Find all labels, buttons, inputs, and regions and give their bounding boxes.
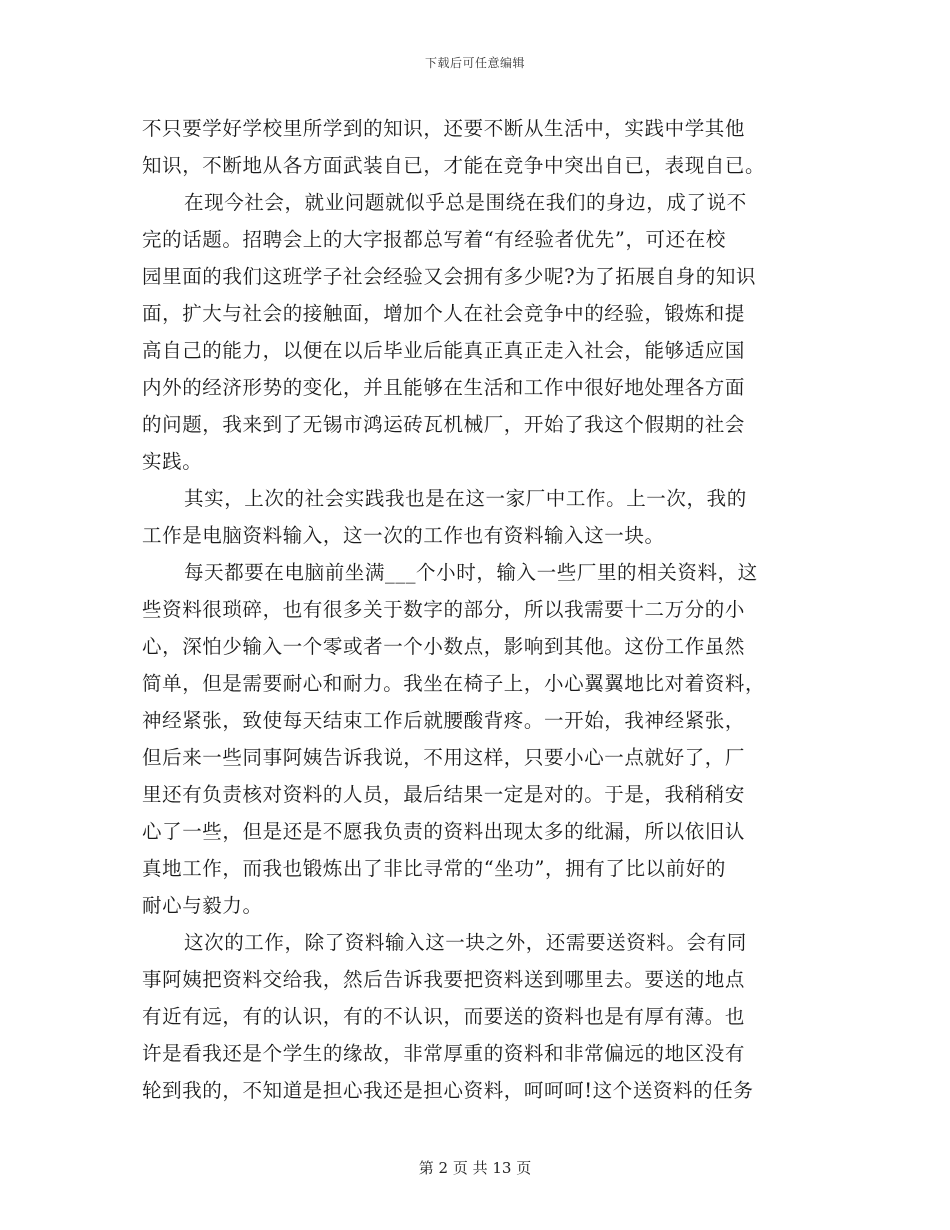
text-line: 里还有负责核对资料的人员，最后结果一定是对的。于是，我稍稍安 [142, 783, 746, 806]
text-line: 事阿姨把资料交给我，然后告诉我要把资料送到哪里去。要送的地点 [142, 968, 746, 991]
page-header: 下载后可任意编辑 [424, 56, 525, 70]
text-line: 面，扩大与社会的接触面，增加个人在社会竞争中的经验，锻炼和提 [142, 302, 746, 325]
text-line: 园里面的我们这班学子社会经验又会拥有多少呢?为了拓展自身的知识 [142, 265, 757, 288]
text-line: 简单，但是需要耐心和耐力。我坐在椅子上，小心翼翼地比对着资料， [142, 672, 766, 695]
text-line: 有近有远，有的认识，有的不认识，而要送的资料也是有厚有薄。也 [142, 1005, 746, 1028]
text-line: 内外的经济形势的变化，并且能够在生活和工作中很好地处理各方面 [142, 376, 746, 399]
text-line: 轮到我的，不知道是担心我还是担心资料，呵呵呵!这个送资料的任务 [142, 1079, 754, 1102]
text-line: 这次的工作，除了资料输入这一块之外，还需要送资料。会有同 [184, 931, 747, 954]
text-line: 心了一些，但是还是不愿我负责的资料出现太多的纰漏，所以依旧认 [142, 820, 746, 843]
paragraph [142, 554, 810, 924]
paragraph [142, 110, 810, 184]
text-line: 些资料很琐碎，也有很多关于数字的部分，所以我需要十二万分的小 [142, 598, 746, 621]
text-line: 但后来一些同事阿姨告诉我说，不用这样，只要小心一点就好了，厂 [142, 746, 746, 769]
text-line: 完的话题。招聘会上的大字报都总写着“有经验者优先”，可还在校 [142, 228, 726, 251]
text-line: 许是看我还是个学生的缘故，非常厚重的资料和非常偏远的地区没有 [142, 1042, 746, 1065]
paragraph [142, 480, 810, 554]
text-line: 真地工作，而我也锻炼出了非比寻常的“坐功”，拥有了比以前好的 [142, 857, 726, 880]
text-line: 不只要学好学校里所学到的知识，还要不断从生活中，实践中学其他 [142, 117, 746, 140]
text-line: 其实，上次的社会实践我也是在这一家厂中工作。上一次，我的 [184, 487, 747, 510]
text-line: 实践。 [142, 450, 203, 473]
text-line: 心，深怕少输入一个零或者一个小数点，影响到其他。这份工作虽然 [142, 635, 746, 658]
page-number-footer: 第 2 页 共 13 页 [418, 1159, 532, 1177]
text-line: 每天都要在电脑前坐满___个小时，输入一些厂里的相关资料，这 [184, 561, 758, 584]
document-body [142, 110, 810, 1109]
text-line: 神经紧张，致使每天结束工作后就腰酸背疼。一开始，我神经紧张， [142, 709, 746, 732]
text-line: 工作是电脑资料输入，这一次的工作也有资料输入这一块。 [142, 524, 665, 547]
text-line: 在现今社会，就业问题就似乎总是围绕在我们的身边，成了说不 [184, 191, 747, 214]
paragraph [142, 924, 810, 1109]
text-line: 知识，不断地从各方面武装自已，才能在竞争中突出自已，表现自已。 [142, 154, 766, 177]
text-line: 的问题，我来到了无锡市鸿运砖瓦机械厂，开始了我这个假期的社会 [142, 413, 746, 436]
text-line: 高自己的能力，以便在以后毕业后能真正真正走入社会，能够适应国 [142, 339, 746, 362]
paragraph [142, 184, 810, 480]
text-line: 耐心与毅力。 [142, 894, 263, 917]
